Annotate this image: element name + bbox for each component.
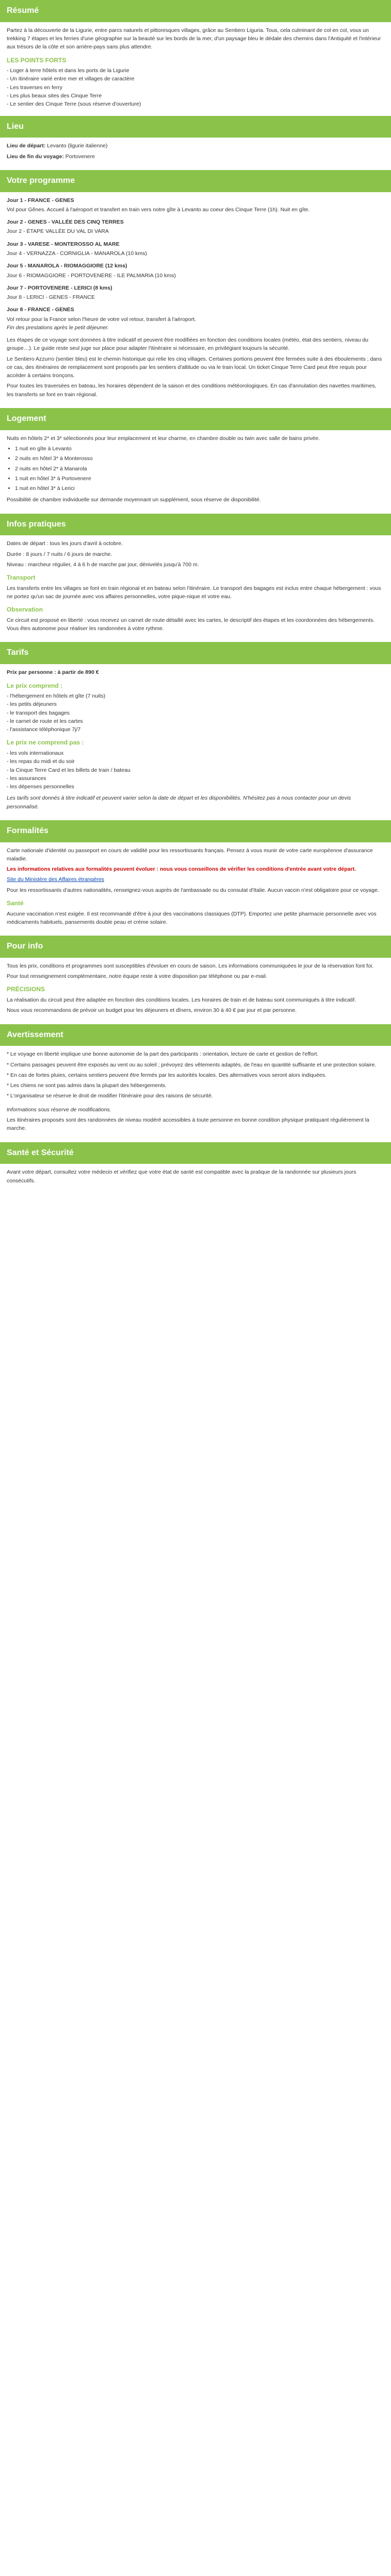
infos-item: Niveau : marcheur régulier, 4 à 6 h de marche par jour, dénivelés jusqu'à 700 m. (7, 561, 199, 568)
day-title: Jour 8 - FRANCE - GENES (7, 307, 74, 313)
sante-section (0, 1168, 391, 1194)
infos-item: Dates de départ : tous les jours d'avril à octobre. (7, 540, 123, 547)
logement-item: • 2 nuits en hôtel 2* à Manarola (15, 465, 384, 473)
lieu-section (0, 142, 391, 170)
info-para: Nous vous recommandons de prévoir un budget pour les déjeuners et dîners, environ 30 à 40 € par jour et par personne. (7, 1007, 297, 1014)
transport-text: Les transferts entre les villages se font en train régional et en bateau selon l'itinéraire. Le transport des bagages est inclus entre chaque hébergement : vous ne portez qu'un sac de journée avec vos affaires personnelles, votre pique-nique et votre eau. (7, 585, 381, 600)
depart-value: Levanto (ligurie italienne) (47, 143, 108, 149)
day-desc: Jour 4 - VERNAZZA - CORNIGLIA - MANAROLA (10 kms) (7, 250, 147, 257)
formalites-section (0, 846, 391, 936)
point-item: - Un itinéraire varié entre mer et villages de caractère (7, 76, 135, 82)
incl-title: Le prix comprend : (7, 682, 63, 689)
page (0, 0, 391, 1194)
day-note: Fin des prestations après le petit déjeuner. (7, 324, 109, 331)
programme-para: Pour toutes les traversées en bateau, les horaires dépendent de la saison et des conditions météorologiques. En cas d'annulation des navettes maritimes, les transferts se font en train régional. (7, 383, 377, 398)
warning-item: * Certains passages peuvent être exposés au vent ou au soleil ; prévoyez des vêtements adaptés, de l'eau en quantité suffisante et une protection solaire. (7, 1061, 377, 1068)
pour-info-section (0, 962, 391, 1024)
point-item: - Loger à terre hôtels et dans les ports de la Ligurie (7, 67, 129, 74)
info-para: Tous les prix, conditions et programmes sont susceptibles d'évoluer en cours de saison. Les informations communiquées le jour de la réservation font foi. (7, 962, 374, 969)
logement-item: • 1 nuit en gîte à Levanto (15, 445, 384, 453)
price-value: à partir de 890 € (57, 669, 99, 676)
incl-item: - l'hébergement en hôtels et gîte (7 nuits) (7, 693, 106, 700)
excl-item: - les repas du midi et du soir (7, 758, 75, 765)
tarifs-note: Les tarifs sont donnés à titre indicatif et peuvent varier selon la date de départ et les disponibilités. N'hésitez pas à nous contacter pour un devis personnalisé. (7, 795, 351, 810)
resume-intro: Partez à la découverte de la Ligurie, entre parcs naturels et pittoresques villages, grâce au Sentiero Liguria. Tous, cela culminant de col en col, vous un trekking 7 étapes et les ferries d'une géographie sur la beauté sur les bords de la mer, d'un paysage bleu le dédale des chemins dans l'Antiquité et l'intérieur aux trésors de la côte et son arrière-pays sans plus attendre. (7, 27, 381, 50)
logement-list (7, 445, 384, 493)
excl-title: Le prix ne comprend pas : (7, 739, 84, 747)
section-header-logement: Logement (0, 408, 391, 430)
transport-title: Transport (7, 574, 36, 582)
excl-item: - les dépenses personnelles (7, 784, 74, 790)
warning-sign: Les itinéraires proposés sont des randonnées de niveau modéré accessibles à toute personne en bonne condition physique pratiquant régulièrement la marche. (7, 1116, 369, 1132)
section-header-formalites: Formalités (0, 820, 391, 842)
day-block (7, 306, 384, 332)
observation-title: Observation (7, 606, 43, 614)
point-item: - Les plus beaux sites des Cinque Terre (7, 92, 102, 99)
point-item: - Le sentier des Cinque Terre (sous réserve d'ouverture) (7, 101, 141, 108)
formalites-para: Pour les ressortissants d'autres nationalités, renseignez-vous auprès de l'ambassade ou du consulat d'Italie. Aucun vaccin n'est obligatoire pour ce voyage. (7, 887, 379, 893)
resume-section (0, 26, 391, 116)
day-block (7, 240, 384, 258)
excl-item: - les assurances (7, 775, 46, 782)
warning-item: * Le voyage en liberté implique une bonne autonomie de la part des participants : orientation, lecture de carte et gestion de l'effort. (7, 1051, 319, 1058)
day-desc: Jour 2 - ÉTAPE VALLÉE DU VAL DI VARA (7, 228, 109, 235)
warning-item: * En cas de fortes pluies, certains sentiers peuvent être fermés par les autorités locales. Des alternatives vous seront alors indiquées. (7, 1072, 327, 1078)
incl-item: - le transport des bagages (7, 709, 70, 716)
sante-text: Avant votre départ, consultez votre médecin et vérifiez que votre état de santé est compatible avec la pratique de la randonnée sur plusieurs jours consécutifs. (7, 1169, 356, 1184)
incl-item: - l'assistance téléphonique 7j/7 (7, 726, 81, 733)
health-text: Aucune vaccination n'est exigée. Il est recommandé d'être à jour des vaccinations classiques (DTP). Emportez une petite pharmacie personnelle avec vos médicaments habituels, pansements double peau et crème solaire. (7, 910, 377, 925)
section-header-tarifs: Tarifs (0, 642, 391, 664)
day-block (7, 284, 384, 302)
day-desc: Jour 6 - RIOMAGGIORE - PORTOVENERE - ILE PALMARIA (10 kms) (7, 272, 176, 279)
day-block (7, 262, 384, 280)
excl-item: - les vols internationaux (7, 750, 64, 757)
infos-item: Durée : 8 jours / 7 nuits / 6 jours de marche. (7, 551, 112, 557)
programme-section (0, 196, 391, 408)
day-title: Jour 5 - MANAROLA - RIOMAGGIORE (12 kms) (7, 263, 127, 269)
section-header-pour-info: Pour info (0, 936, 391, 958)
logement-item: • 1 nuit en hôtel 3* à Lerici (15, 484, 384, 493)
point-item: - Les traverses en ferry (7, 84, 62, 91)
section-header-avertissement: Avertissement (0, 1024, 391, 1046)
points-list (7, 66, 384, 108)
health-title: Santé (7, 900, 24, 907)
day-desc: Vol pour Gênes. Accueil à l'aéroport et transfert en train vers notre gîte à Levanto au coeur des Cinque Terre (1h). Nuit en gîte. (7, 206, 310, 213)
infos-section (0, 539, 391, 642)
day-block (7, 196, 384, 214)
logement-sub: Possibilité de chambre individuelle sur demande moyennant un supplément, sous réserve de disponibilité. (7, 497, 261, 503)
section-header-lieu: Lieu (0, 116, 391, 138)
programme-para: Les étapes de ce voyage sont données à titre indicatif et peuvent être modifiées en fonction des conditions locales (météo, état des sentiers, niveau du groupe…). Le guide reste seul juge sur place pour adapter l'itinéraire si nécessaire, en privilégiant toujours la sécurité. (7, 337, 369, 352)
formalites-text: Carte nationale d'identité ou passeport en cours de validité pour les ressortissants français. Pensez à vous munir de votre carte européenne d'assurance maladie. (7, 847, 373, 862)
depart-label: Lieu de départ: (7, 143, 46, 149)
observation-text: Ce circuit est proposé en liberté : vous recevez un carnet de route détaillé avec les cartes, le descriptif des étapes et les coordonnées des hébergements. Vous êtes autonome pour réaliser les randonnées à votre rythme. (7, 617, 375, 632)
incl-item: - le carnet de route et les cartes (7, 718, 83, 724)
section-header-resume: Résumé (0, 0, 391, 22)
section-header-sante: Santé et Sécurité (0, 1142, 391, 1164)
day-desc: Jour 8 - LERICI - GENES - FRANCE (7, 294, 95, 301)
day-title: Jour 2 - GENES - VALLÉE DES CINQ TERRES (7, 219, 124, 226)
day-block (7, 218, 384, 236)
tarifs-section (0, 668, 391, 820)
points-forts-title: LES POINTS FORTS (7, 56, 67, 64)
day-title: Jour 3 - VARESE - MONTEROSSO AL MARE (7, 241, 120, 247)
warning-item: * L'organisateur se réserve le droit de modifier l'itinéraire pour des raisons de sécurité. (7, 1093, 213, 1099)
formalites-warning: Les informations relatives aux formalités peuvent évoluer : nous vous conseillons de vérifier les conditions d'entrée avant votre départ. (7, 866, 356, 873)
day-title: Jour 1 - FRANCE - GENES (7, 197, 74, 204)
price-label: Prix par personne : (7, 669, 56, 676)
incl-item: - les petits déjeuners (7, 701, 57, 708)
warning-note: Informations sous réserve de modifications. (7, 1106, 111, 1113)
info-para: La réalisation du circuit peut être adaptée en fonction des conditions locales. Les horaires de train et de bateau sont communiqués à titre indicatif. (7, 997, 356, 1004)
section-header-programme: Votre programme (0, 170, 391, 192)
section-header-infos: Infos pratiques (0, 514, 391, 536)
logement-item: • 2 nuits en hôtel 3* à Monterosso (15, 454, 384, 463)
day-title: Jour 7 - PORTOVENERE - LERICI (8 kms) (7, 284, 112, 291)
programme-para: Le Sentiero Azzurro (sentier bleu) est le chemin historique qui relie les cinq villages. Certaines portions peuvent être fermées suite à des éboulements ; dans ce cas, des itinéraires de remplacement sont proposés par les sentiers d'altitude ou via le train local. Un ticket Cinque Terre Card peut être requis pour accéder à certains tronçons. (7, 355, 382, 379)
warning-item: * Les chiens ne sont pas admis dans la plupart des hébergements. (7, 1082, 167, 1089)
fin-label: Lieu de fin du voyage: (7, 153, 64, 160)
excl-item: - la Cinque Terre Card et les billets de train / bateau (7, 767, 131, 773)
day-desc: Vol retour pour la France selon l'heure de votre vol retour, transfert à l'aéroport. (7, 316, 197, 323)
logement-text: Nuits en hôtels 2* et 3* sélectionnés pour leur emplacement et leur charme, en chambre double ou twin avec salle de bains privée. (7, 435, 320, 442)
precisions-title: PRÉCISIONS (7, 986, 45, 993)
avertissement-section (0, 1050, 391, 1142)
logement-item: • 1 nuit en hôtel 3* à Portovenere (15, 474, 384, 483)
fin-value: Portovenere (65, 153, 95, 160)
info-para: Pour tout renseignement complémentaire, notre équipe reste à votre disposition par téléphone ou par e-mail. (7, 973, 267, 980)
ministere-link[interactable]: Site du Ministère des Affaires étrangères (7, 876, 104, 883)
logement-section (0, 434, 391, 514)
